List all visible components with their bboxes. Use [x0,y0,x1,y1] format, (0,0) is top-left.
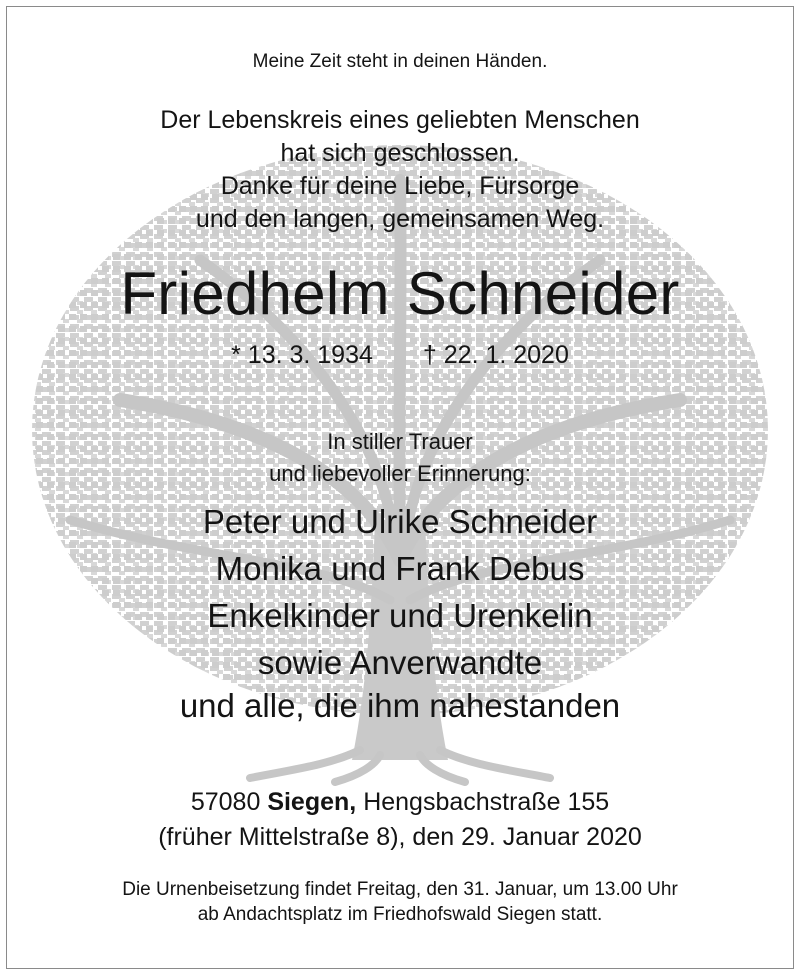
intro-line: und den langen, gemeinsamen Weg. [195,205,605,233]
street: Hengsbachstraße 155 [363,788,610,816]
mourner-line: sowie Anverwandte [257,644,543,681]
mourning-line: und liebevoller Erinnerung: [269,461,531,486]
mourner-line: Enkelkinder und Urenkelin [207,597,593,634]
funeral-notice-line: ab Andachtsplatz im Friedhofswald Siegen statt. [197,904,603,925]
deceased-name: Friedhelm Schneider [120,260,680,327]
city: Siegen, [267,788,357,816]
intro-line: hat sich geschlossen. [280,139,520,167]
address-line [0,785,800,819]
address-date-line: (früher Mittelstraße 8), den 29. Januar 2020 [158,823,642,851]
mourning-line: In stiller Trauer [327,429,473,454]
postcode: 57080 [190,788,261,816]
birth-date: * 13. 3. 1934 [231,341,373,369]
mourner-line: Monika und Frank Debus [215,550,585,587]
life-dates [0,339,800,371]
death-date: † 22. 1. 2020 [422,341,569,369]
funeral-notice-line: Die Urnenbeisetzung findet Freitag, den 31. Januar, um 13.00 Uhr [122,879,678,900]
mourner-line: und alle, die ihm nahestanden [179,687,621,724]
intro-line: Danke für deine Liebe, Fürsorge [220,172,580,200]
intro-line: Der Lebenskreis eines geliebten Menschen [160,106,640,134]
motto-verse: Meine Zeit steht in deinen Händen. [252,51,548,72]
mourner-line: Peter und Ulrike Schneider [202,503,598,540]
